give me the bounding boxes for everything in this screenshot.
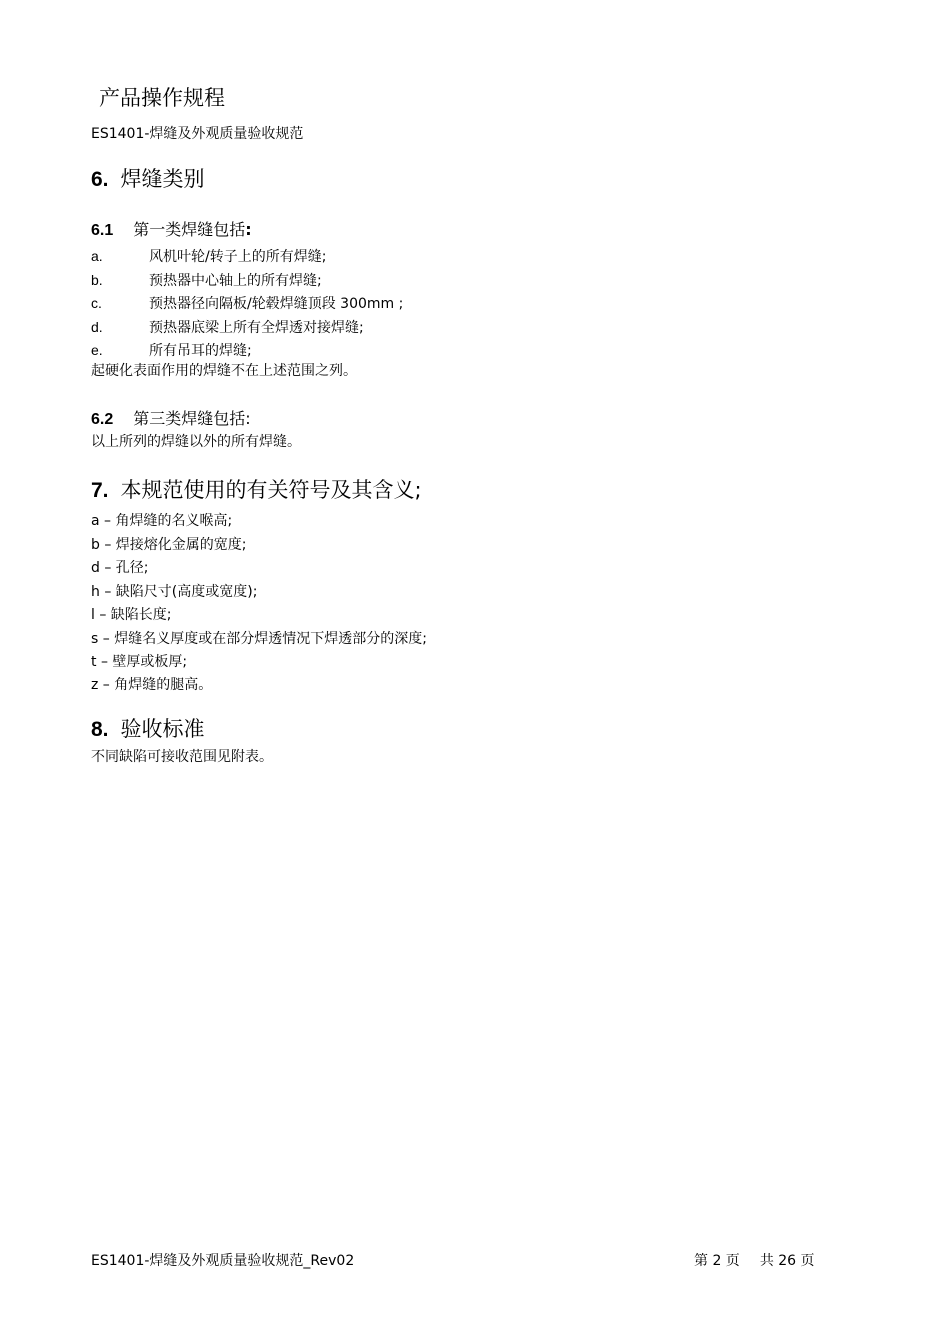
section-7-heading — [91, 474, 422, 504]
section-6-heading — [91, 163, 205, 193]
section-8-heading — [91, 713, 205, 743]
section-6-2-text: 以上所列的焊缝以外的所有焊缝。 — [91, 434, 301, 450]
list-text: 所有吊耳的焊缝; — [149, 343, 252, 359]
symbol-item: b – 焊接熔化金属的宽度; — [91, 537, 247, 553]
symbol-item: h – 缺陷尺寸(高度或宽度); — [91, 584, 258, 600]
list-marker: a. — [91, 248, 103, 264]
section-title: 焊缝类别 — [120, 167, 205, 191]
footer-document-name: ES1401-焊缝及外观质量验收规范_Rev02 — [91, 1253, 355, 1269]
section-number: 7. — [91, 479, 109, 502]
section-8-text: 不同缺陷可接收范围见附表。 — [91, 749, 273, 765]
list-marker: e. — [91, 342, 103, 358]
footer-total-pages: 共 26 页 — [759, 1253, 815, 1269]
subsection-title: 第一类焊缝包括 — [133, 220, 246, 239]
document-subtitle: ES1401-焊缝及外观质量验收规范 — [91, 126, 304, 142]
list-item — [91, 340, 252, 360]
section-number: 8. — [91, 718, 109, 741]
symbol-item: d – 孔径; — [91, 560, 149, 576]
list-marker: b. — [91, 272, 103, 288]
symbol-item: a – 角焊缝的名义喉高; — [91, 513, 233, 529]
list-text: 风机叶轮/转子上的所有焊缝; — [149, 249, 327, 265]
section-number: 6. — [91, 168, 109, 191]
symbol-item: t – 壁厚或板厚; — [91, 654, 188, 670]
list-marker: c. — [91, 295, 102, 311]
subsection-title: 第三类焊缝包括: — [133, 409, 251, 428]
symbol-item: s – 焊缝名义厚度或在部分焊透情况下焊透部分的深度; — [91, 631, 427, 647]
list-item — [91, 293, 403, 313]
document-title: 产品操作规程 — [99, 86, 225, 110]
list-item — [91, 317, 364, 337]
subsection-number: 6.1 — [91, 222, 114, 239]
symbol-item: z – 角焊缝的腿高。 — [91, 677, 213, 693]
subsection-colon: : — [245, 220, 252, 239]
subsection-number: 6.2 — [91, 411, 114, 428]
section-6-2-heading — [91, 406, 251, 429]
footer-page-info — [694, 1250, 815, 1270]
list-text: 预热器径向隔板/轮毂焊缝顶段 300mm ; — [149, 296, 404, 312]
symbol-item: l – 缺陷长度; — [91, 607, 172, 623]
list-item — [91, 246, 326, 266]
section-title: 本规范使用的有关符号及其含义; — [120, 478, 422, 502]
list-item — [91, 270, 322, 290]
section-title: 验收标准 — [120, 717, 205, 741]
list-text: 预热器底梁上所有全焊透对接焊缝; — [149, 320, 364, 336]
list-text: 预热器中心轴上的所有焊缝; — [149, 273, 322, 289]
list-marker: d. — [91, 319, 103, 335]
footer-page-number: 第 2 页 — [694, 1253, 740, 1269]
section-6-1-heading — [91, 217, 252, 240]
section-6-1-note: 起硬化表面作用的焊缝不在上述范围之列。 — [91, 363, 357, 379]
